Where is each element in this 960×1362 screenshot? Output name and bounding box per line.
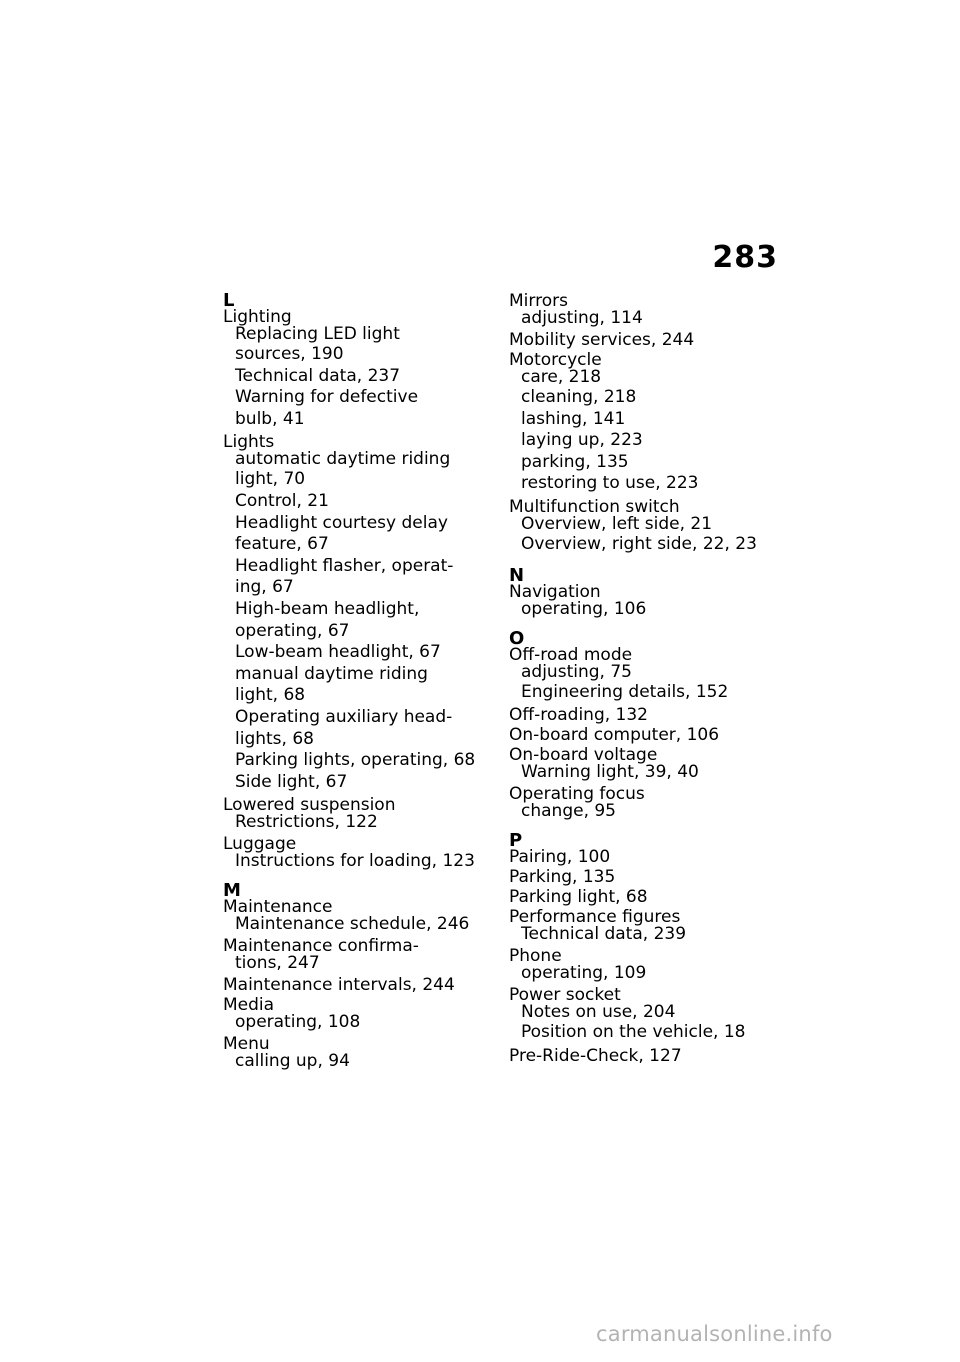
- index-entry-sub: Parking lights, operating, 68: [235, 750, 476, 771]
- index-entry-sub: bulb, 41: [235, 408, 305, 429]
- index-entry-sub: Overview, left side, 21: [521, 513, 713, 534]
- index-entry-main: Multifunction switch: [509, 496, 680, 517]
- index-entry-sub: Low-beam headlight, 67: [235, 642, 441, 663]
- index-entry-sub: adjusting, 75: [521, 661, 632, 682]
- index-entry-sub: Overview, right side, 22, 23: [521, 533, 757, 554]
- index-entry: [509, 867, 784, 888]
- index-entry-sub: Restrictions, 122: [235, 812, 378, 833]
- index-entry: [509, 909, 784, 944]
- index-entry: [223, 434, 485, 793]
- index-column-left: [223, 290, 485, 1072]
- index-section-letter: L: [223, 290, 235, 311]
- index-entry: [509, 948, 784, 983]
- index-entry-sub: Warning for defective: [235, 387, 419, 408]
- index-entry: [509, 887, 784, 908]
- index-entry-sub: light, 70: [235, 469, 306, 490]
- index-entry-main: Performance figures: [509, 907, 681, 928]
- page-number: 283: [712, 240, 778, 275]
- index-entry-main: Maintenance intervals, 244: [223, 975, 455, 996]
- index-entry: [223, 938, 485, 973]
- index-entry-sub: restoring to use, 223: [521, 473, 699, 494]
- index-entry-sub: Engineering details, 152: [521, 681, 729, 702]
- index-section-letter: O: [509, 627, 525, 649]
- index-entry-sub: operating, 109: [521, 963, 647, 984]
- index-entry-main: Off-roading, 132: [509, 705, 648, 726]
- index-entry-sub: light, 68: [235, 685, 306, 706]
- index-entry-sub: Control, 21: [235, 490, 329, 511]
- index-column-right: [509, 293, 784, 1064]
- index-entry-main: Maintenance confirma-: [223, 936, 419, 957]
- index-entry-sub: Side light, 67: [235, 771, 348, 792]
- index-entry-sub: operating, 106: [521, 598, 647, 619]
- index-entry: [223, 309, 485, 430]
- index-entry-sub: High-beam headlight,: [235, 598, 420, 619]
- index-entry-main: Luggage: [223, 834, 297, 855]
- index-entry-sub: adjusting, 114: [521, 308, 643, 328]
- index-entry-sub: ing, 67: [235, 577, 294, 598]
- index-entry-main: Pre-Ride-Check, 127: [509, 1045, 682, 1066]
- index-entry-sub: parking, 135: [521, 451, 629, 472]
- index-entry-sub: care, 218: [521, 367, 602, 387]
- index-entry-sub: lashing, 141: [521, 408, 626, 429]
- index-section-letter: P: [509, 830, 523, 852]
- index-entry-main: Parking, 135: [509, 867, 616, 888]
- index-entry-sub: laying up, 223: [521, 430, 643, 451]
- index-entry-sub: operating, 67: [235, 620, 350, 641]
- index-entry-main: Media: [223, 995, 275, 1016]
- index-entry-main: Menu: [223, 1034, 270, 1055]
- index-entry-sub: feature, 67: [235, 534, 329, 555]
- index-entry-sub: lights, 68: [235, 728, 314, 749]
- index-entry-main: Lights: [223, 432, 275, 453]
- index-entry-sub: Notes on use, 204: [521, 1002, 676, 1023]
- index-section-letter: M: [223, 880, 241, 902]
- index-entry: [509, 496, 784, 556]
- index-entry-sub: automatic daytime riding: [235, 449, 451, 470]
- index-entry-sub: Maintenance schedule, 246: [235, 914, 470, 935]
- index-entry-sub: Instructions for loading, 123: [235, 851, 475, 872]
- index-entry-sub: cleaning, 218: [521, 387, 637, 407]
- index-entry-sub: tions, 247: [235, 953, 320, 974]
- index-entry-sub: Replacing LED light: [235, 324, 400, 344]
- index-entry-sub: Technical data, 237: [235, 365, 401, 386]
- index-entry-sub: Headlight flasher, operat-: [235, 555, 454, 576]
- index-entry: [223, 797, 485, 832]
- index-entry-sub: Headlight courtesy delay: [235, 512, 448, 533]
- index-entry: [509, 332, 784, 348]
- index-entry-sub: Position on the vehicle, 18: [521, 1022, 746, 1043]
- index-entry-main: Lowered suspension: [223, 795, 396, 816]
- index-entry-main: Mirrors: [509, 291, 568, 311]
- index-entry: [223, 975, 485, 996]
- index-entry-sub: manual daytime riding: [235, 663, 428, 684]
- index-entry-main: Phone: [509, 946, 562, 967]
- index-entry: [223, 899, 485, 934]
- index-entry: [509, 1045, 784, 1066]
- index-entry-main: On-board computer, 106: [509, 725, 720, 746]
- index-entry: [509, 747, 784, 782]
- index-entry-sub: Operating auxiliary head-: [235, 706, 453, 727]
- index-entry-main: Parking light, 68: [509, 887, 648, 908]
- index-entry-main: Navigation: [509, 581, 601, 602]
- index-entry: [223, 997, 485, 1032]
- index-entry-main: Off-road mode: [509, 644, 633, 665]
- index-entry-main: Pairing, 100: [509, 847, 611, 868]
- index-entry: [509, 352, 784, 495]
- index-entry-main: Lighting: [223, 307, 292, 327]
- index-entry: [509, 725, 784, 746]
- watermark-text: carmanualsonline.info: [596, 1322, 833, 1346]
- index-entry: [223, 1036, 485, 1071]
- index-entry-main: Power socket: [509, 985, 621, 1006]
- index-entry-sub: sources, 190: [235, 344, 344, 364]
- index-entry: [509, 705, 784, 726]
- index-entry-sub: operating, 108: [235, 1012, 361, 1033]
- index-entry-sub: change, 95: [521, 801, 617, 822]
- index-entry-main: On-board voltage: [509, 745, 658, 766]
- index-entry: [509, 987, 784, 1044]
- index-entry: [223, 836, 485, 871]
- index-entry-sub: Warning light, 39, 40: [521, 762, 699, 783]
- index-entry-main: Mobility services, 244: [509, 330, 695, 350]
- index-entry-main: Maintenance: [223, 897, 333, 918]
- index-entry-sub: Technical data, 239: [521, 924, 687, 945]
- index-entry: [509, 644, 784, 704]
- index-entry-main: Motorcycle: [509, 350, 602, 370]
- index-entry: [509, 581, 784, 619]
- index-entry: [509, 786, 784, 821]
- index-entry: [509, 293, 784, 328]
- index-entry-sub: calling up, 94: [235, 1051, 350, 1072]
- index-entry-main: Operating focus: [509, 784, 645, 805]
- index-section-letter: N: [509, 564, 525, 586]
- index-entry: [509, 847, 784, 868]
